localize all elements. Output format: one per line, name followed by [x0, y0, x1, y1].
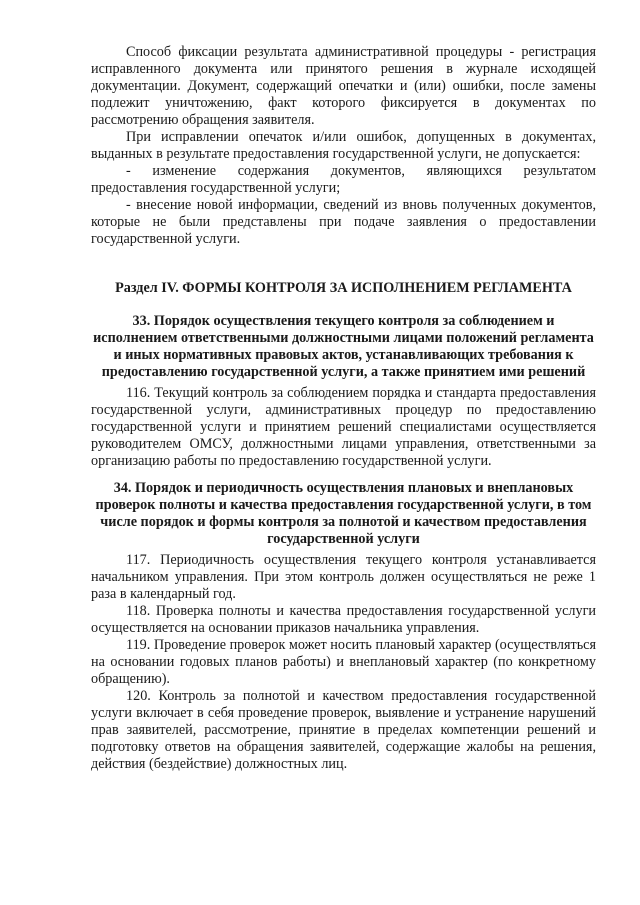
- section-title: Раздел IV. ФОРМЫ КОНТРОЛЯ ЗА ИСПОЛНЕНИЕМ РЕГЛАМЕНТА: [115, 280, 572, 296]
- paragraph-117: 117. Периодичность осуществления текущего контроля устанавливается начальником управления. При этом контроль должен осуществляться не реже 1 раза в календарный год.: [91, 552, 596, 602]
- paragraph-fixation-method: Способ фиксации результата административной процедуры - регистрация исправленного документа или принятого решения в журнале исходящей документации. Документ, содержащий опечатки и (или) ошибки, после замены подлежит уничтожению, факт которого фиксируется в документах по рассмотрению обращения заявителя.: [91, 44, 596, 128]
- paragraph-116: 116. Текущий контроль за соблюдением порядка и стандарта предоставления государственной услуги, административных процедур по предоставлению государственной услуги и принятием решений специалистами осуществляется руководителем ОМСУ, должностными лицами управления, ответственными за организацию работы по предоставлению государственной услуги.: [91, 385, 596, 469]
- paragraph-corrections-intro: При исправлении опечаток и/или ошибок, допущенных в документах, выданных в результате предоставления государственной услуги, не допускается:: [91, 129, 596, 162]
- paragraph-list-item-2: - внесение новой информации, сведений из вновь полученных документов, которые не были представлены при подаче заявления о предоставлении государственной услуги.: [91, 197, 596, 247]
- paragraph-list-item-1: - изменение содержания документов, являющихся результатом предоставления государственной услуги;: [91, 163, 596, 196]
- subsection-33-title: 33. Порядок осуществления текущего контроля за соблюдением и исполнением ответственными должностными лицами положений регламента и иных нормативных правовых актов, устанавливающих требования к предоставлению государственной услуги, а также принятием ими решений: [93, 313, 594, 380]
- paragraph-120: 120. Контроль за полнотой и качеством предоставления государственной услуги включает в себя проведение проверок, выявление и устранение нарушений прав заявителей, рассмотрение, принятие в пределах компетенции решений и подготовку ответов на обращения заявителей, содержащие жалобы на решения, действия (бездействие) должностных лиц.: [91, 688, 596, 772]
- paragraph-118: 118. Проверка полноты и качества предоставления государственной услуги осуществляется на основании приказов начальника управления.: [91, 603, 596, 636]
- paragraph-119: 119. Проведение проверок может носить плановый характер (осуществляться на основании годовых планов работы) и внеплановый характер (по конкретному обращению).: [91, 637, 596, 687]
- subsection-34-title: 34. Порядок и периодичность осуществления плановых и внеплановых проверок полноты и качества предоставления государственной услуги, в том числе порядок и формы контроля за полнотой и качеством предоставления государственной услуги: [95, 480, 592, 547]
